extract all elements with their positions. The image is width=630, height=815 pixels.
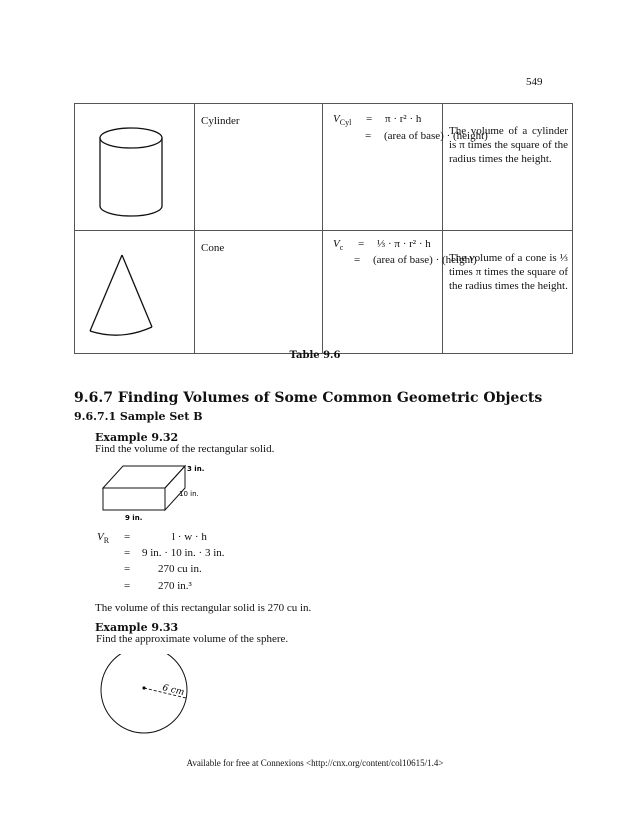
equals-sign: =	[124, 563, 131, 575]
section-title: 9.6.7 Finding Volumes of Some Common Geometric Objects	[74, 390, 543, 406]
cylinder-formula: $V_{Cyl} = \pi \cdot r^2 \cdot h$ = (area of base) · (height)	[323, 104, 443, 231]
calc-step: 270 in.³	[158, 580, 192, 592]
sphere-figure	[98, 654, 194, 738]
equals-sign: =	[124, 580, 131, 592]
height-label: 3 in.	[187, 465, 205, 473]
shape-name: Cylinder	[195, 104, 323, 231]
shape-name: Cone	[195, 231, 323, 354]
cone-formula: $V_c$ = ⅓ · π · r² · h = (area of base) · (height)	[323, 231, 443, 354]
length-label: 9 in.	[125, 514, 143, 522]
volume-formulas-table	[74, 103, 573, 354]
shape-description: The volume of a cone is ⅓ times π times the square of the radius times the height.	[443, 231, 573, 354]
example-conclusion: The volume of this rectangular solid is 270 cu in.	[95, 602, 312, 614]
equals-sign: =	[124, 531, 131, 543]
cone-figure-cell	[75, 231, 195, 354]
rectangular-solid-figure	[95, 458, 215, 526]
radius-label: 6 cm	[161, 683, 186, 698]
table-row	[75, 231, 573, 354]
cylinder-figure-cell	[75, 104, 195, 231]
subsection-title: 9.6.7.1 Sample Set B	[74, 410, 203, 423]
equals-sign: =	[124, 547, 131, 559]
example-title: Example 9.33	[95, 621, 179, 634]
page-footer: Available for free at Connexions <http://cnx.org/content/col10615/1.4>	[186, 758, 444, 768]
calc-step: 270 cu in.	[158, 563, 202, 575]
example-prompt: Find the approximate volume of the sphere.	[96, 633, 289, 645]
table-caption: Table 9.6	[289, 350, 341, 361]
shape-description: The volume of a cylinder is π times the square of the radius times the height.	[443, 104, 573, 231]
example-prompt: Find the volume of the rectangular solid.	[95, 443, 275, 455]
volume-lhs: $V_R$	[97, 531, 110, 546]
cylinder-figure	[75, 104, 194, 226]
table-row	[75, 104, 573, 231]
depth-label: 10 in.	[179, 490, 199, 498]
page-number: 549	[526, 76, 543, 88]
calc-step: 9 in. · 10 in. · 3 in.	[142, 547, 225, 559]
example-title: Example 9.32	[95, 431, 179, 444]
calc-step: l · w · h	[172, 531, 207, 543]
cone-figure	[75, 231, 194, 347]
